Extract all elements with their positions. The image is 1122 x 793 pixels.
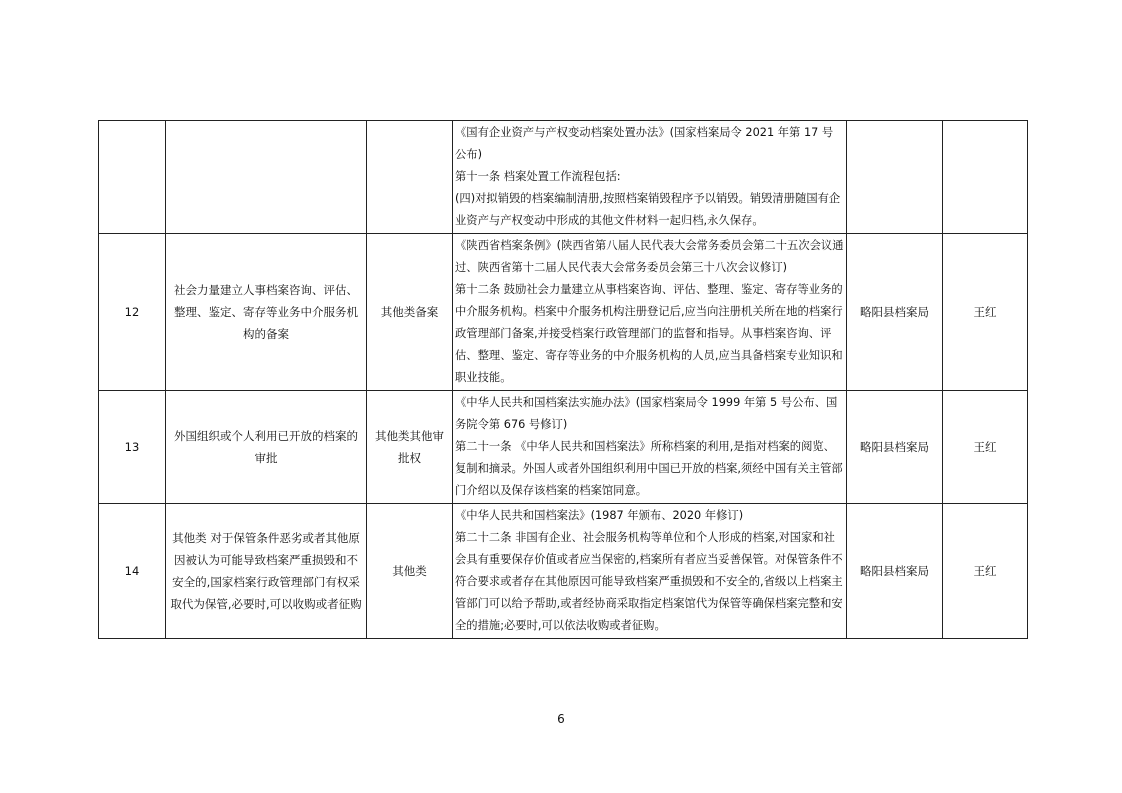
- page-number: 6: [557, 712, 565, 726]
- legal-basis-cell: [453, 391, 847, 504]
- category-cell: 其他类备案: [367, 234, 453, 391]
- table-row: [99, 504, 1028, 639]
- table-row: [99, 391, 1028, 504]
- person-cell: [943, 121, 1028, 234]
- category-cell: 其他类: [367, 504, 453, 639]
- legal-basis-paragraph: 第二十一条 《中华人民共和国档案法》所称档案的利用,是指对档案的阅览、复制和摘录。外国人或者外国组织利用中国已开放的档案,须经中国有关主管部门介绍以及保存该档案的档案馆同意。: [455, 440, 843, 497]
- department-cell: 略阳县档案局: [847, 234, 943, 391]
- item-name-cell: [166, 504, 367, 639]
- person-cell: 王红: [943, 391, 1028, 504]
- person-cell: 王红: [943, 234, 1028, 391]
- legal-basis-cell: [453, 121, 847, 234]
- row-number-cell: 13: [99, 391, 166, 504]
- item-name-text: 其他类 对于保管条件恶劣或者其他原因被认为可能导致档案严重损毁和不安全的,国家档案行政管理部门有权采取代为保管,必要时,可以收购或者征购: [170, 531, 362, 611]
- person-cell: 王红: [943, 504, 1028, 639]
- department-cell: 略阳县档案局: [847, 504, 943, 639]
- legal-basis-paragraph: 第十一条 档案处置工作流程包括:: [455, 170, 621, 183]
- category-cell: [367, 121, 453, 234]
- power-list-table: [98, 120, 1028, 639]
- item-name-text: 外国组织或个人利用已开放的档案的审批: [174, 429, 358, 465]
- legal-basis-cell: [453, 234, 847, 391]
- legal-basis-paragraph: 第十二条 鼓励社会力量建立从事档案咨询、评估、整理、鉴定、寄存等业务的中介服务机构。档案中介服务机构注册登记后,应当向注册机关所在地的档案行政管理部门备案,并接受档案行政管理部门的监督和指导。从事档案咨询、评估、整理、鉴定、寄存等业务的中介服务机构的人员,应当具备档案专业知识和职业技能。: [455, 283, 843, 384]
- item-name-cell: [166, 121, 367, 234]
- row-number-cell: [99, 121, 166, 234]
- row-number-cell: 14: [99, 504, 166, 639]
- legal-basis-cell: [453, 504, 847, 639]
- category-cell: 其他类其他审批权: [367, 391, 453, 504]
- item-name-text: 社会力量建立人事档案咨询、评估、整理、鉴定、寄存等业务中介服务机构的备案: [174, 283, 358, 341]
- department-cell: [847, 121, 943, 234]
- item-name-cell: [166, 234, 367, 391]
- legal-basis-paragraph: 《中华人民共和国档案法》(1987 年颁布、2020 年修订): [455, 509, 744, 522]
- table-row: [99, 234, 1028, 391]
- row-number-cell: 12: [99, 234, 166, 391]
- legal-basis-paragraph: 《中华人民共和国档案法实施办法》(国家档案局令 1999 年第 5 号公布、国务院令第 676 号修订): [455, 396, 838, 431]
- table-row: [99, 121, 1028, 234]
- legal-basis-paragraph: (四)对拟销毁的档案编制清册,按照档案销毁程序予以销毁。销毁清册随国有企业资产与产权变动中形成的其他文件材料一起归档,永久保存。: [455, 192, 841, 227]
- legal-basis-paragraph: 《陕西省档案条例》(陕西省第八届人民代表大会常务委员会第二十五次会议通过、陕西省第十二届人民代表大会常务委员会第三十八次会议修订): [455, 239, 844, 274]
- legal-basis-paragraph: 第二十二条 非国有企业、社会服务机构等单位和个人形成的档案,对国家和社会具有重要保存价值或者应当保密的,档案所有者应当妥善保管。对保管条件不符合要求或者存在其他原因可能导致档案严重损毁和不安全的,省级以上档案主管部门可以给予帮助,或者经协商采取指定档案馆代为保管等确保档案完整和安全的措施;必要时,可以依法收购或者征购。: [455, 531, 843, 632]
- legal-basis-paragraph: 《国有企业资产与产权变动档案处置办法》(国家档案局令 2021 年第 17 号公布): [455, 126, 834, 161]
- department-cell: 略阳县档案局: [847, 391, 943, 504]
- item-name-cell: [166, 391, 367, 504]
